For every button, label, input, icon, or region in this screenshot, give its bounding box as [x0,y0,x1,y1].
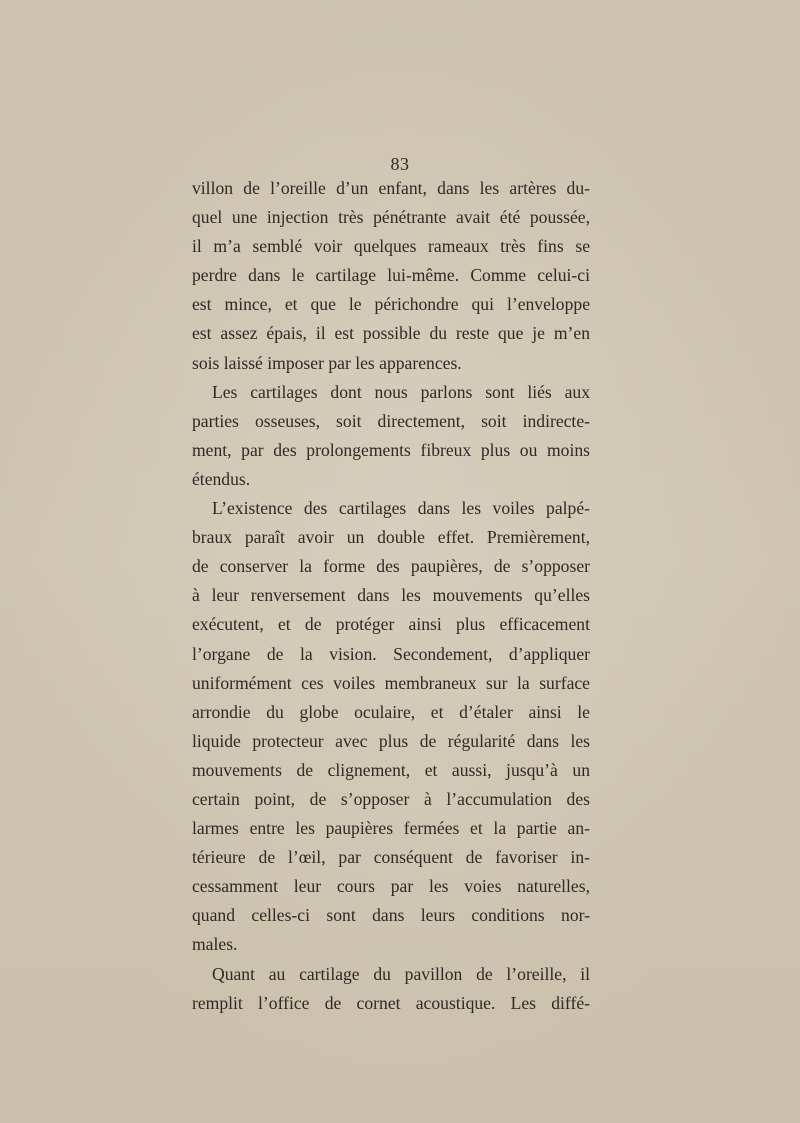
text-line: certain point, de s’opposer à l’accumulation des [192,788,590,809]
text-line: braux paraît avoir un double effet. Premièrement, [192,527,590,548]
text-line: L’existence des cartilages dans les voiles palpé- [212,498,590,519]
body-text [192,174,590,1018]
text-line: perdre dans le cartilage lui-même. Comme celui-ci [192,265,590,286]
text-line: parties osseuses, soit directement, soit indirecte- [192,410,590,431]
text-line: exécutent, et de protéger ainsi plus efficacement [192,614,590,635]
text-line: quel une injection très pénétrante avait été poussée, [192,207,590,228]
text-line: larmes entre les paupières fermées et la partie an- [192,818,590,839]
text-line: cessamment leur cours par les voies naturelles, [192,876,590,897]
page-number: 83 [390,154,410,174]
text-line: l’organe de la vision. Secondement, d’appliquer [192,643,590,664]
text-line: ment, par des prolongements fibreux plus ou moins [192,439,590,460]
text-line: térieure de l’œil, par conséquent de favoriser in- [192,847,590,868]
text-line: mouvements de clignement, et aussi, jusqu’à un [192,759,590,780]
text-line: est mince, et que le périchondre qui l’enveloppe [192,294,590,315]
text-line: il m’a semblé voir quelques rameaux très fins se [192,236,590,257]
text-line: arrondie du globe oculaire, et d’étaler ainsi le [192,701,590,722]
text-line: est assez épais, il est possible du reste que je m’en [192,323,590,344]
text-line: à leur renversement dans les mouvements qu’elles [192,585,590,606]
text-line: remplit l’office de cornet acoustique. Les diffé- [192,992,590,1013]
text-line: sois laissé imposer par les apparences. [192,352,462,373]
text-line: Les cartilages dont nous parlons sont liés aux [212,381,590,402]
text-line: de conserver la forme des paupières, de s’opposer [192,556,590,577]
text-line: males. [192,934,238,955]
text-line: liquide protecteur avec plus de régularité dans les [192,730,590,751]
text-line: villon de l’oreille d’un enfant, dans les artères du- [192,178,590,198]
text-line: étendus. [192,468,251,489]
text-line: quand celles-ci sont dans leurs conditions nor- [192,905,590,926]
text-line: Quant au cartilage du pavillon de l’oreille, il [212,963,590,984]
text-line: uniformément ces voiles membraneux sur la surface [192,672,590,693]
